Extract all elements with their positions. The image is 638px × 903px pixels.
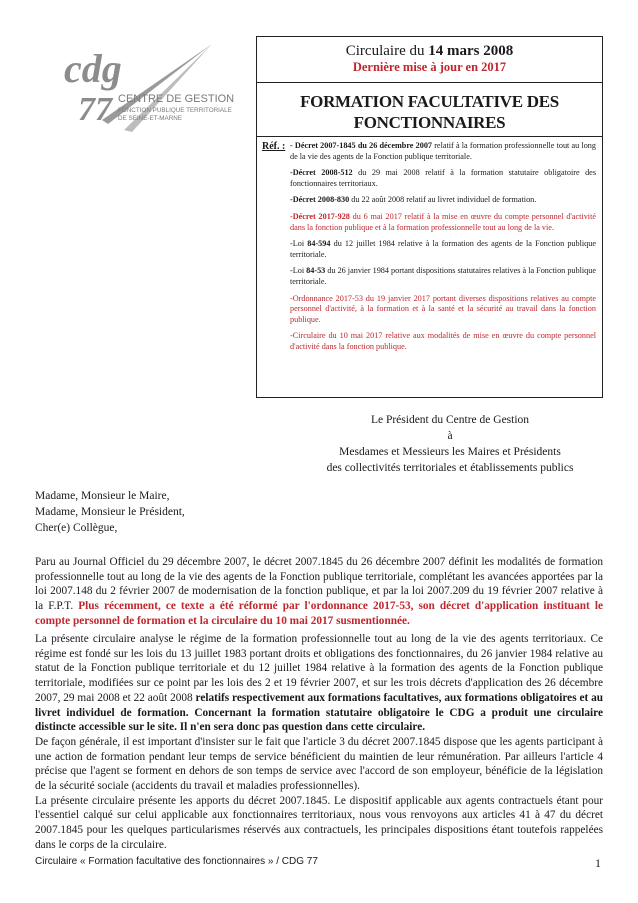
logo-digits: 77 <box>78 91 112 128</box>
reference-item: -Loi 84-594 du 12 juillet 1984 relative à la formation des agents de la Fonction publique territoriale. <box>290 239 596 259</box>
divider <box>257 136 602 137</box>
footer-text: Circulaire « Formation facultative des fonctionnaires » / CDG 77 <box>35 856 318 867</box>
reference-item: -Décret 2008-830 du 22 août 2008 relatif au livret individuel de formation. <box>290 195 537 205</box>
reference-item: -Décret 2008-512 du 29 mai 2008 relatif à la formation statutaire obligatoire des fonctionnaires territoriaux. <box>290 168 597 188</box>
reference-item: -Loi 84-53 du 26 janvier 1984 portant dispositions statutaires relatives à la Fonction publique territoriale. <box>290 266 596 286</box>
salutation: Madame, Monsieur le Maire, Madame, Monsieur le Président, Cher(e) Collègue, <box>35 490 185 534</box>
addressee-block: Le Président du Centre de Gestion à Mesdames et Messieurs les Maires et Présidents des collectivités territoriales et établissements publics <box>326 414 574 474</box>
references-label: Réf. : <box>262 141 286 152</box>
paragraph-regime: La présente circulaire analyse le régime de la formation professionnelle tout au long de la vie des agents territoriaux. Ce régime est fondé sur les lois du 13 juillet 1983 portant droits et obligations des fonctionnaires, du 26 janvier 1984 relative au statut de la Fonction publique territoriale et du 12 juillet 1984 relative à la formation des agents de la Fonction publique territoriale, modifiées sur ce point par les lois des 2 et 19 février 2007, et sur les trois décrets d'application des 26 décembre 2007, 29 mai 2008 et 22 août 2008 relatifs respectivement aux formations facultatives, aux formations obligatoires et au livret individuel de formation. Concernant la formation statutaire obligatoire le CDG a produit une circulaire distincte accessible sur le site. Il n'en sera donc pas question dans cette circulaire. De façon générale, il est important d'insister sur le fait que l'article 3 du décret 2007.1845 dispose que les agents participant à une action de formation pendant leur temps de service bénéficient du maintien de leur rémunération. Par ailleurs l'article 4 précise que l'agent se forment en dehors de son temps de service avec l'accord de son employeur, bénéficie de la législation de la sécurité sociale (accidents du travail et maladies professionnelles). La présente circulaire présente les apports du décret 2007.1845. Le dispositif applicable aux agents contractuels étant pour l'essentiel calqué sur celui applicable aux fonctionnaires territoriaux, nous vous renvoyons aux articles 41 à 47 du décret 2007.1845 pour les quelques particularismes réservés aux contractuels, les principales dispositions étant toutefois rappelées dans le corps de la circulaire. <box>35 633 603 851</box>
document-title: FORMATION FACULTATIVE DES FONCTIONNAIRES <box>300 92 559 132</box>
logo-line1: CENTRE DE GESTION <box>118 93 235 105</box>
page-number: 1 <box>595 856 601 870</box>
reference-item: - Décret 2007-1845 du 26 décembre 2007 relatif à la formation professionnelle tout au long de la vie des agents de la Fonction publique territoriale. <box>290 141 596 161</box>
logo-line3: DE SEINE-ET-MARNE <box>118 115 183 122</box>
paragraph-general: De façon générale, il est important d'insister sur le fait que l'article 3 du décret 2007.1845 dispose que les agents participant à une action de formation pendant leur temps de service bénéficient du maintien de leur rémunération. Par ailleurs l'article 4 précise que l'agent se forment en dehors de son temps de service avec l'accord de son employeur, bénéficie de la législation de la sécurité sociale (accidents du travail et maladies professionnelles). <box>35 735 603 793</box>
reference-item: -Circulaire du 10 mai 2017 relative aux modalités de mise en œuvre du compte personnel d'activité dans la fonction publique. <box>290 331 596 351</box>
circular-header-box <box>256 36 603 398</box>
divider <box>257 82 602 83</box>
page-footer <box>35 856 603 870</box>
logo-mark: cdg <box>64 46 122 91</box>
cdg77-logo <box>62 42 252 142</box>
reference-item: -Décret 2017-928 du 6 mai 2017 relatif à la mise en œuvre du compte personnel d'activité dans la fonction publique et à la formation professionnelle tout au long de la vie. <box>290 211 596 232</box>
paragraph-contractuels: La présente circulaire présente les apports du décret 2007.1845. Le dispositif applicable aux agents contractuels étant pour l'essentiel calqué sur celui applicable aux fonctionnaires territoriaux, nous vous renvoyons aux articles 41 à 47 du décret 2007.1845 pour les quelques particularismes réservés aux contractuels, les principales dispositions étant toutefois rappelées dans le corps de la circulaire. <box>35 794 603 851</box>
last-update: Dernière mise à jour en 2017 <box>352 60 507 74</box>
reference-item: -Ordonnance 2017-53 du 19 janvier 2017 portant diverses dispositions relatives au compte personnel d'activité, à la formation et à la santé et la sécurité au travail dans la fonction publique. <box>290 293 596 324</box>
references-list <box>290 141 596 359</box>
circular-date-line: Circulaire du 14 mars 2008 <box>345 43 514 59</box>
paragraph-intro: Paru au Journal Officiel du 29 décembre 2007, le décret 2007.1845 du 26 décembre 2007 définit les modalités de formation professionnelle tout au long de la vie des agents de la Fonction publique territoriale, complétant les avancées apportées par la loi 2007.148 du 2 février 2007 de modernisation de la fonction publique, et par la loi 2007.209 du 19 février 2007 relative à la F.P.T. Plus récemment, ce texte a été réformé par l'ordonnance 2017-53, son décret d'application instituant le compte personnel de formation et la circulaire du 10 mai 2017 susmentionnée. <box>35 556 604 627</box>
logo-line2: FONCTION PUBLIQUE TERRITORIALE <box>118 107 232 114</box>
